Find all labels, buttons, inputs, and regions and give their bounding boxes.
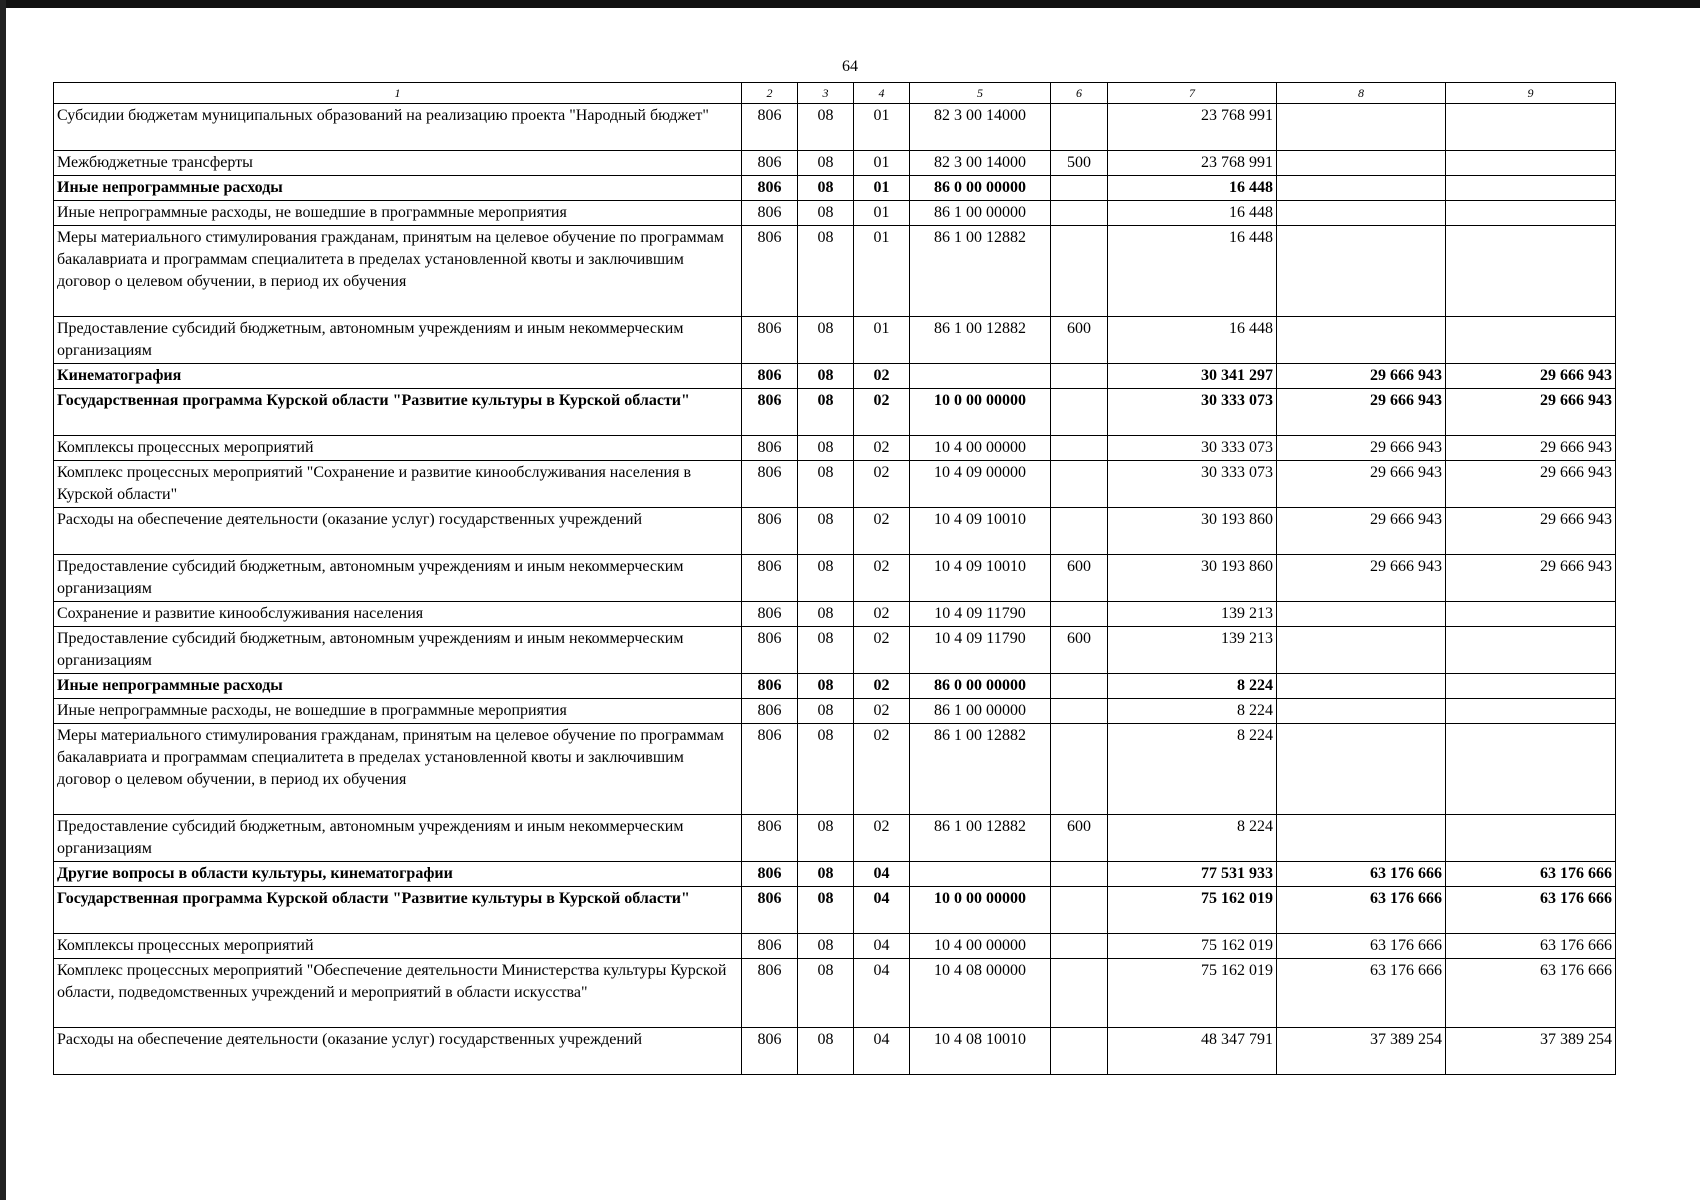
table-row	[54, 699, 1616, 724]
row-name-cell: Предоставление субсидий бюджетным, автономным учреждениям и иным некоммерческим организациям	[54, 627, 742, 674]
page-number: 64	[842, 58, 858, 75]
target-article-cell: 86 1 00 12882	[910, 317, 1051, 364]
amount-cell: 29 666 943	[1446, 389, 1616, 436]
amount-cell	[1277, 674, 1446, 699]
section-cell: 08	[798, 815, 854, 862]
expense-type-cell	[1051, 1028, 1108, 1075]
target-article-cell: 86 0 00 00000	[910, 176, 1051, 201]
column-header: 3	[798, 83, 854, 104]
column-header: 5	[910, 83, 1051, 104]
expense-type-cell: 500	[1051, 151, 1108, 176]
expense-type-cell	[1051, 699, 1108, 724]
table-row	[54, 364, 1616, 389]
ministry-code-cell: 806	[742, 602, 798, 627]
amount-cell: 29 666 943	[1277, 364, 1446, 389]
target-article-cell: 82 3 00 14000	[910, 151, 1051, 176]
amount-cell	[1277, 226, 1446, 317]
amount-cell: 30 193 860	[1108, 555, 1277, 602]
table-row	[54, 436, 1616, 461]
section-cell: 08	[798, 724, 854, 815]
amount-cell: 75 162 019	[1108, 959, 1277, 1028]
subsection-cell: 01	[854, 176, 910, 201]
ministry-code-cell: 806	[742, 151, 798, 176]
amount-cell	[1446, 176, 1616, 201]
row-name-cell: Комплексы процессных мероприятий	[54, 934, 742, 959]
expense-type-cell	[1051, 201, 1108, 226]
subsection-cell: 04	[854, 934, 910, 959]
amount-cell	[1277, 201, 1446, 226]
target-article-cell	[910, 364, 1051, 389]
amount-cell	[1446, 317, 1616, 364]
section-cell: 08	[798, 699, 854, 724]
target-article-cell: 82 3 00 14000	[910, 104, 1051, 151]
amount-cell: 23 768 991	[1108, 104, 1277, 151]
ministry-code-cell: 806	[742, 436, 798, 461]
amount-cell: 29 666 943	[1277, 461, 1446, 508]
row-name-cell: Расходы на обеспечение деятельности (оказание услуг) государственных учреждений	[54, 508, 742, 555]
table-row	[54, 724, 1616, 815]
scan-edge-left	[0, 0, 6, 1200]
row-name-cell: Меры материального стимулирования гражданам, принятым на целевое обучение по программам бакалавриата и программам специалитета в пределах установленной квоты и заключившим договор о целевом обучении, в период их обучения	[54, 226, 742, 317]
amount-cell	[1277, 176, 1446, 201]
target-article-cell: 10 4 09 10010	[910, 508, 1051, 555]
ministry-code-cell: 806	[742, 508, 798, 555]
subsection-cell: 04	[854, 959, 910, 1028]
expense-type-cell	[1051, 674, 1108, 699]
amount-cell: 37 389 254	[1446, 1028, 1616, 1075]
ministry-code-cell: 806	[742, 959, 798, 1028]
section-cell: 08	[798, 1028, 854, 1075]
subsection-cell: 04	[854, 862, 910, 887]
ministry-code-cell: 806	[742, 627, 798, 674]
expense-type-cell	[1051, 887, 1108, 934]
subsection-cell: 01	[854, 317, 910, 364]
section-cell: 08	[798, 602, 854, 627]
table-row	[54, 959, 1616, 1028]
section-cell: 08	[798, 201, 854, 226]
amount-cell	[1446, 699, 1616, 724]
table-row	[54, 862, 1616, 887]
column-header: 4	[854, 83, 910, 104]
section-cell: 08	[798, 934, 854, 959]
amount-cell	[1277, 815, 1446, 862]
column-header: 7	[1108, 83, 1277, 104]
ministry-code-cell: 806	[742, 815, 798, 862]
ministry-code-cell: 806	[742, 724, 798, 815]
section-cell: 08	[798, 461, 854, 508]
amount-cell: 29 666 943	[1277, 389, 1446, 436]
target-article-cell: 86 1 00 12882	[910, 226, 1051, 317]
row-name-cell: Сохранение и развитие кинообслуживания населения	[54, 602, 742, 627]
target-article-cell: 10 0 00 00000	[910, 389, 1051, 436]
amount-cell: 30 333 073	[1108, 436, 1277, 461]
amount-cell: 29 666 943	[1446, 508, 1616, 555]
row-name-cell: Иные непрограммные расходы	[54, 176, 742, 201]
ministry-code-cell: 806	[742, 201, 798, 226]
row-name-cell: Кинематография	[54, 364, 742, 389]
amount-cell: 139 213	[1108, 602, 1277, 627]
expense-type-cell	[1051, 461, 1108, 508]
amount-cell	[1277, 724, 1446, 815]
target-article-cell: 10 4 09 10010	[910, 555, 1051, 602]
expense-type-cell: 600	[1051, 815, 1108, 862]
amount-cell	[1446, 815, 1616, 862]
expense-type-cell: 600	[1051, 317, 1108, 364]
ministry-code-cell: 806	[742, 317, 798, 364]
ministry-code-cell: 806	[742, 104, 798, 151]
expense-type-cell	[1051, 436, 1108, 461]
subsection-cell: 02	[854, 602, 910, 627]
table-row	[54, 934, 1616, 959]
row-name-cell: Комплексы процессных мероприятий	[54, 436, 742, 461]
section-cell: 08	[798, 104, 854, 151]
section-cell: 08	[798, 317, 854, 364]
amount-cell: 139 213	[1108, 627, 1277, 674]
row-name-cell: Государственная программа Курской области "Развитие культуры в Курской области"	[54, 389, 742, 436]
budget-table	[53, 82, 1616, 1075]
subsection-cell: 01	[854, 226, 910, 317]
table-row	[54, 201, 1616, 226]
target-article-cell: 10 0 00 00000	[910, 887, 1051, 934]
section-cell: 08	[798, 627, 854, 674]
section-cell: 08	[798, 364, 854, 389]
table-header-row	[54, 83, 1616, 104]
target-article-cell: 10 4 09 11790	[910, 627, 1051, 674]
amount-cell: 77 531 933	[1108, 862, 1277, 887]
table-row	[54, 555, 1616, 602]
amount-cell: 16 448	[1108, 317, 1277, 364]
table-row	[54, 104, 1616, 151]
amount-cell	[1446, 104, 1616, 151]
amount-cell: 29 666 943	[1446, 364, 1616, 389]
amount-cell: 30 341 297	[1108, 364, 1277, 389]
subsection-cell: 02	[854, 555, 910, 602]
table-row	[54, 151, 1616, 176]
expense-type-cell	[1051, 724, 1108, 815]
amount-cell	[1446, 201, 1616, 226]
section-cell: 08	[798, 226, 854, 317]
target-article-cell: 86 1 00 00000	[910, 201, 1051, 226]
section-cell: 08	[798, 887, 854, 934]
ministry-code-cell: 806	[742, 176, 798, 201]
subsection-cell: 02	[854, 436, 910, 461]
scan-edge-top	[0, 0, 1700, 8]
subsection-cell: 02	[854, 364, 910, 389]
row-name-cell: Государственная программа Курской области "Развитие культуры в Курской области"	[54, 887, 742, 934]
table-row	[54, 389, 1616, 436]
amount-cell	[1446, 724, 1616, 815]
target-article-cell: 10 4 00 00000	[910, 436, 1051, 461]
section-cell: 08	[798, 862, 854, 887]
ministry-code-cell: 806	[742, 699, 798, 724]
table-row	[54, 674, 1616, 699]
row-name-cell: Предоставление субсидий бюджетным, автономным учреждениям и иным некоммерческим организациям	[54, 555, 742, 602]
expense-type-cell	[1051, 934, 1108, 959]
column-header: 6	[1051, 83, 1108, 104]
table-row	[54, 887, 1616, 934]
amount-cell: 63 176 666	[1446, 959, 1616, 1028]
table-row	[54, 815, 1616, 862]
target-article-cell: 86 1 00 12882	[910, 815, 1051, 862]
amount-cell: 8 224	[1108, 724, 1277, 815]
expense-type-cell	[1051, 226, 1108, 317]
subsection-cell: 02	[854, 461, 910, 508]
amount-cell	[1446, 226, 1616, 317]
amount-cell: 29 666 943	[1277, 436, 1446, 461]
amount-cell: 63 176 666	[1277, 862, 1446, 887]
amount-cell: 63 176 666	[1446, 934, 1616, 959]
row-name-cell: Другие вопросы в области культуры, кинематографии	[54, 862, 742, 887]
amount-cell	[1446, 151, 1616, 176]
ministry-code-cell: 806	[742, 674, 798, 699]
expense-type-cell: 600	[1051, 555, 1108, 602]
target-article-cell: 86 0 00 00000	[910, 674, 1051, 699]
row-name-cell: Комплекс процессных мероприятий "Сохранение и развитие кинообслуживания населения в Курской области"	[54, 461, 742, 508]
table-row	[54, 176, 1616, 201]
ministry-code-cell: 806	[742, 555, 798, 602]
amount-cell: 75 162 019	[1108, 934, 1277, 959]
target-article-cell: 10 4 09 00000	[910, 461, 1051, 508]
row-name-cell: Меры материального стимулирования гражданам, принятым на целевое обучение по программам бакалавриата и программам специалитета в пределах установленной квоты и заключившим договор о целевом обучении, в период их обучения	[54, 724, 742, 815]
row-name-cell: Иные непрограммные расходы, не вошедшие в программные мероприятия	[54, 699, 742, 724]
ministry-code-cell: 806	[742, 1028, 798, 1075]
expense-type-cell	[1051, 862, 1108, 887]
amount-cell: 30 333 073	[1108, 389, 1277, 436]
subsection-cell: 02	[854, 627, 910, 674]
amount-cell: 37 389 254	[1277, 1028, 1446, 1075]
section-cell: 08	[798, 674, 854, 699]
ministry-code-cell: 806	[742, 226, 798, 317]
subsection-cell: 02	[854, 508, 910, 555]
amount-cell	[1446, 602, 1616, 627]
table-row	[54, 461, 1616, 508]
row-name-cell: Предоставление субсидий бюджетным, автономным учреждениям и иным некоммерческим организациям	[54, 317, 742, 364]
row-name-cell: Предоставление субсидий бюджетным, автономным учреждениям и иным некоммерческим организациям	[54, 815, 742, 862]
target-article-cell: 86 1 00 12882	[910, 724, 1051, 815]
amount-cell	[1446, 627, 1616, 674]
amount-cell	[1277, 151, 1446, 176]
table-row	[54, 602, 1616, 627]
row-name-cell: Субсидии бюджетам муниципальных образований на реализацию проекта "Народный бюджет"	[54, 104, 742, 151]
ministry-code-cell: 806	[742, 364, 798, 389]
table-row	[54, 317, 1616, 364]
amount-cell: 8 224	[1108, 815, 1277, 862]
row-name-cell: Иные непрограммные расходы, не вошедшие в программные мероприятия	[54, 201, 742, 226]
expense-type-cell: 600	[1051, 627, 1108, 674]
subsection-cell: 02	[854, 724, 910, 815]
amount-cell: 29 666 943	[1446, 436, 1616, 461]
column-header: 9	[1446, 83, 1616, 104]
amount-cell	[1277, 699, 1446, 724]
target-article-cell	[910, 862, 1051, 887]
subsection-cell: 04	[854, 1028, 910, 1075]
expense-type-cell	[1051, 364, 1108, 389]
target-article-cell: 10 4 00 00000	[910, 934, 1051, 959]
column-header: 1	[54, 83, 742, 104]
section-cell: 08	[798, 436, 854, 461]
row-name-cell: Межбюджетные трансферты	[54, 151, 742, 176]
ministry-code-cell: 806	[742, 862, 798, 887]
subsection-cell: 02	[854, 815, 910, 862]
target-article-cell: 10 4 08 00000	[910, 959, 1051, 1028]
section-cell: 08	[798, 508, 854, 555]
subsection-cell: 01	[854, 104, 910, 151]
ministry-code-cell: 806	[742, 389, 798, 436]
amount-cell: 29 666 943	[1446, 461, 1616, 508]
expense-type-cell	[1051, 176, 1108, 201]
amount-cell: 48 347 791	[1108, 1028, 1277, 1075]
expense-type-cell	[1051, 602, 1108, 627]
amount-cell	[1277, 317, 1446, 364]
subsection-cell: 02	[854, 674, 910, 699]
table-row	[54, 1028, 1616, 1075]
amount-cell: 63 176 666	[1277, 887, 1446, 934]
target-article-cell: 10 4 09 11790	[910, 602, 1051, 627]
row-name-cell: Иные непрограммные расходы	[54, 674, 742, 699]
ministry-code-cell: 806	[742, 887, 798, 934]
amount-cell: 29 666 943	[1277, 508, 1446, 555]
amount-cell: 63 176 666	[1277, 934, 1446, 959]
table-row	[54, 627, 1616, 674]
amount-cell	[1277, 104, 1446, 151]
amount-cell: 30 333 073	[1108, 461, 1277, 508]
amount-cell: 63 176 666	[1277, 959, 1446, 1028]
amount-cell: 16 448	[1108, 176, 1277, 201]
subsection-cell: 01	[854, 151, 910, 176]
expense-type-cell	[1051, 389, 1108, 436]
amount-cell: 63 176 666	[1446, 887, 1616, 934]
table-body	[54, 104, 1616, 1075]
expense-type-cell	[1051, 959, 1108, 1028]
amount-cell: 63 176 666	[1446, 862, 1616, 887]
amount-cell: 16 448	[1108, 226, 1277, 317]
row-name-cell: Расходы на обеспечение деятельности (оказание услуг) государственных учреждений	[54, 1028, 742, 1075]
subsection-cell: 01	[854, 201, 910, 226]
row-name-cell: Комплекс процессных мероприятий "Обеспечение деятельности Министерства культуры Курской области, подведомственных учреждений и мероприятий в области искусства"	[54, 959, 742, 1028]
expense-type-cell	[1051, 104, 1108, 151]
section-cell: 08	[798, 176, 854, 201]
subsection-cell: 04	[854, 887, 910, 934]
amount-cell: 8 224	[1108, 674, 1277, 699]
amount-cell: 29 666 943	[1446, 555, 1616, 602]
ministry-code-cell: 806	[742, 934, 798, 959]
amount-cell: 30 193 860	[1108, 508, 1277, 555]
table-row	[54, 508, 1616, 555]
section-cell: 08	[798, 389, 854, 436]
amount-cell: 75 162 019	[1108, 887, 1277, 934]
section-cell: 08	[798, 151, 854, 176]
amount-cell: 23 768 991	[1108, 151, 1277, 176]
amount-cell	[1277, 602, 1446, 627]
target-article-cell: 10 4 08 10010	[910, 1028, 1051, 1075]
table-row	[54, 226, 1616, 317]
amount-cell: 8 224	[1108, 699, 1277, 724]
subsection-cell: 02	[854, 389, 910, 436]
column-header: 8	[1277, 83, 1446, 104]
section-cell: 08	[798, 555, 854, 602]
expense-type-cell	[1051, 508, 1108, 555]
target-article-cell: 86 1 00 00000	[910, 699, 1051, 724]
amount-cell: 29 666 943	[1277, 555, 1446, 602]
section-cell: 08	[798, 959, 854, 1028]
amount-cell	[1446, 674, 1616, 699]
amount-cell: 16 448	[1108, 201, 1277, 226]
amount-cell	[1277, 627, 1446, 674]
column-header: 2	[742, 83, 798, 104]
subsection-cell: 02	[854, 699, 910, 724]
ministry-code-cell: 806	[742, 461, 798, 508]
